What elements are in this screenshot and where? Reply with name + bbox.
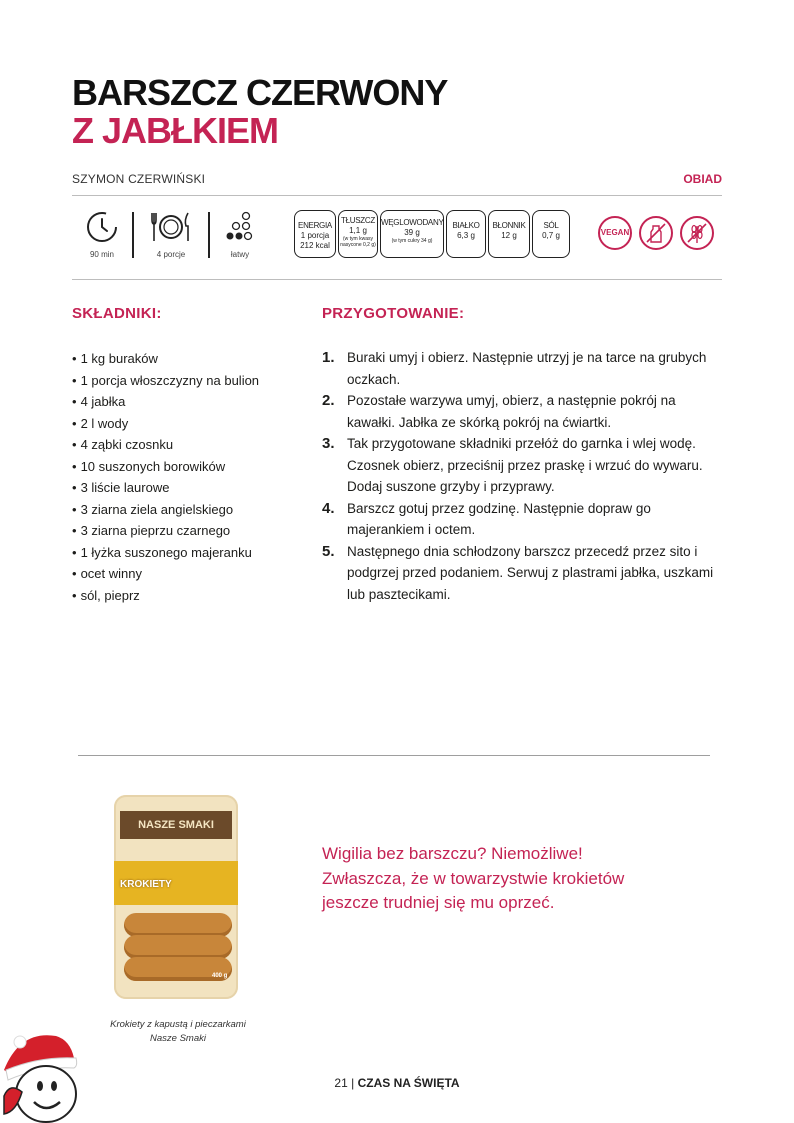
ingredients-list bbox=[72, 348, 312, 606]
recipe-title bbox=[72, 74, 447, 150]
list-item: • 1 kg buraków bbox=[72, 348, 312, 370]
plate-cutlery-icon bbox=[149, 210, 193, 244]
step-text: Tak przygotowane składniki przełóż do garnka i wlej wodę. Czosnek obierz, przeciśnij przez praskę i wrzuć do wywaru. Dodaj suszone grzyby i przyprawy. bbox=[347, 436, 703, 494]
step-text: Następnego dnia schłodzony barszcz przecedź przez sito i podgrzej przed podaniem. Serwuj z plastrami jabłka, uszkami lub pasztecikami. bbox=[347, 543, 714, 602]
product-brand: NASZE SMAKI bbox=[120, 811, 232, 839]
footer-separator: | bbox=[351, 1076, 355, 1090]
page-footer bbox=[0, 1076, 794, 1090]
time-stat bbox=[72, 210, 132, 259]
list-item: • 4 ząbki czosnku bbox=[72, 434, 312, 456]
product-caption: Krokiety z kapustą i pieczarkami Nasze Smaki bbox=[110, 1019, 246, 1044]
nutrition-fat: TŁUSZCZ 1,1 g (w tym kwasy nasycone 0,2 g) bbox=[338, 210, 378, 258]
step-item bbox=[322, 390, 722, 433]
magazine-name: CZAS NA ŚWIĘTA bbox=[357, 1076, 460, 1090]
list-item: • 10 suszonych borowików bbox=[72, 456, 312, 478]
list-item: • 3 liście laurowe bbox=[72, 477, 312, 499]
difficulty-stat bbox=[210, 210, 270, 259]
nutrition-carbs: WĘGLOWODANY 39 g (w tym cukry 34 g) bbox=[380, 210, 444, 258]
nutrition-salt: SÓL 0,7 g bbox=[532, 210, 570, 258]
croquette-roll bbox=[124, 935, 232, 959]
recipe-title-line1: BARSZCZ CZERWONY bbox=[72, 72, 448, 113]
step-item bbox=[322, 433, 722, 498]
step-text: Pozostałe warzywa umyj, obierz, a następnie pokrój na kawałki. Jabłka ze skórką pokrój na ćwiartki. bbox=[347, 393, 676, 430]
no-wheat-icon bbox=[682, 218, 712, 248]
list-item: • 1 porcja włoszczyzny na bulion bbox=[72, 370, 312, 392]
list-item: • 4 jabłka bbox=[72, 391, 312, 413]
nutrition-fiber: BŁONNIK 12 g bbox=[488, 210, 530, 258]
no-dairy-badge bbox=[639, 216, 673, 250]
servings-label: 4 porcje bbox=[156, 250, 186, 259]
author-name: SZYMON CZERWIŃSKI bbox=[72, 172, 206, 186]
step-number: 4. bbox=[322, 499, 335, 517]
step-item bbox=[322, 347, 722, 390]
ingredients-heading: SKŁADNIKI: bbox=[72, 305, 162, 322]
promo-divider bbox=[78, 755, 710, 756]
category-label: OBIAD bbox=[683, 172, 722, 186]
top-divider bbox=[72, 195, 722, 196]
list-item: • 3 ziarna ziela angielskiego bbox=[72, 499, 312, 521]
meta-row bbox=[72, 172, 722, 188]
time-label: 90 min bbox=[89, 250, 114, 259]
preparation-steps bbox=[322, 347, 722, 605]
list-item: • 1 łyżka suszonego majeranku bbox=[72, 542, 312, 564]
product-weight: 400 g bbox=[212, 973, 228, 979]
list-item: • ocet winny bbox=[72, 563, 312, 585]
step-number: 3. bbox=[322, 435, 335, 452]
recipe-info-strip bbox=[72, 204, 722, 270]
list-item: • 2 l wody bbox=[72, 413, 312, 435]
list-item: • sól, pieprz bbox=[72, 585, 312, 607]
step-number: 5. bbox=[322, 542, 335, 560]
step-number: 1. bbox=[322, 349, 335, 366]
promo-text: Wigilia bez barszczu? Niemożliwe! Zwłaszcza, że w towarzystwie krokietów jeszcze trudniej się mu oprzeć. bbox=[322, 844, 625, 912]
product-image bbox=[114, 795, 238, 999]
step-item bbox=[322, 541, 722, 606]
stat-divider bbox=[132, 212, 134, 258]
info-divider bbox=[72, 279, 722, 280]
difficulty-label: łatwy bbox=[230, 250, 250, 259]
step-text: Barszcz gotuj przez godzinę. Następnie dopraw go majerankiem i octem. bbox=[347, 500, 651, 537]
croquette-roll bbox=[124, 913, 232, 937]
step-text: Buraki umyj i obierz. Następnie utrzyj je na tarce na grubych oczkach. bbox=[347, 350, 707, 387]
product-name: KROKIETY bbox=[120, 879, 172, 890]
list-item: • 3 ziarna pieprzu czarnego bbox=[72, 520, 312, 542]
recipe-title-line2: Z JABŁKIEM bbox=[72, 110, 278, 151]
servings-stat bbox=[136, 210, 206, 259]
santa-mascot-icon bbox=[0, 1022, 90, 1123]
nutrition-energy: ENERGIA 1 porcja 212 kcal bbox=[294, 210, 336, 258]
step-item bbox=[322, 498, 722, 541]
vegan-badge: VEGAN bbox=[598, 216, 632, 250]
preparation-heading: PRZYGOTOWANIE: bbox=[322, 305, 465, 322]
no-gluten-badge bbox=[680, 216, 714, 250]
page-number: 21 bbox=[334, 1076, 348, 1090]
clock-icon bbox=[85, 210, 119, 244]
no-milk-icon bbox=[641, 218, 671, 248]
difficulty-dots-icon bbox=[223, 210, 257, 244]
step-number: 2. bbox=[322, 392, 335, 409]
nutrition-protein: BIAŁKO 6,3 g bbox=[446, 210, 486, 258]
